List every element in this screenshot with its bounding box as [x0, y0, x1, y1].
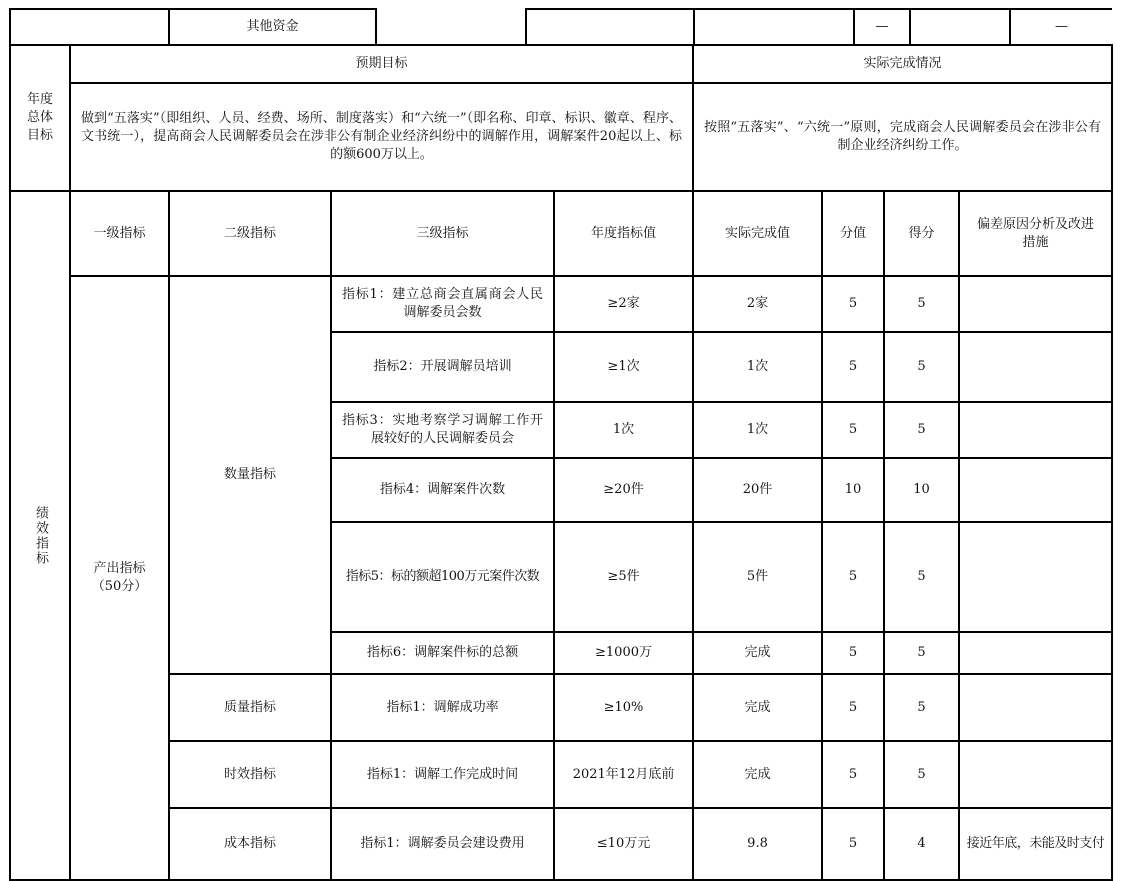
indicator-name: 指标1：建立总商会直属商会人民调解委员会数: [331, 276, 554, 332]
indicator-points: 5: [822, 402, 884, 458]
indicator-actual: 完成: [693, 632, 822, 674]
indicator-score: 10: [884, 458, 959, 522]
indicator-deviation: [959, 674, 1112, 741]
indicator-target: ≤10万元: [554, 808, 693, 880]
output-indicator-label: 产出指标 （50分）: [70, 276, 169, 880]
funding-blank-cell: [10, 9, 169, 45]
indicator-actual: 5件: [693, 522, 822, 632]
indicator-deviation: [959, 522, 1112, 632]
indicator-target: ≥1次: [554, 332, 693, 402]
indicator-score: 5: [884, 522, 959, 632]
indicator-points: 5: [822, 674, 884, 741]
indicator-actual: 完成: [693, 741, 822, 808]
header-deviation: 偏差原因分析及改进措施: [959, 191, 1112, 276]
header-level3: 三级指标: [331, 191, 554, 276]
header-level2: 二级指标: [169, 191, 331, 276]
performance-indicator-label: 绩效指标: [10, 191, 70, 880]
actual-completion-text: 按照“五落实”、“六统一”原则，完成商会人民调解委员会在涉非公有制企业经济纠纷工作。: [693, 83, 1112, 191]
indicator-actual: 1次: [693, 402, 822, 458]
indicator-score: 5: [884, 741, 959, 808]
timeliness-indicator-label: 时效指标: [169, 741, 331, 808]
indicator-target: 1次: [554, 402, 693, 458]
indicator-target: ≥1000万: [554, 632, 693, 674]
cost-indicator-label: 成本指标: [169, 808, 331, 880]
indicator-score: 5: [884, 402, 959, 458]
expected-goal-header: 预期目标: [70, 45, 693, 83]
indicator-points: 5: [822, 332, 884, 402]
expected-goal-text: 做到“五落实”（即组织、人员、经费、场所、制度落实）和“六统一”（即名称、印章、标识、徽章、程序、文书统一），提高商会人民调解委员会在涉非公有制企业经济纠纷中的调解作用，调解案件20起以上、标的额600万以上。: [70, 83, 693, 191]
indicator-points: 5: [822, 276, 884, 332]
header-actual: 实际完成值: [693, 191, 822, 276]
performance-goal-table: [9, 44, 1113, 881]
indicator-name: 指标5：标的额超100万元案件次数: [331, 522, 554, 632]
funding-source-label: 其他资金: [169, 9, 376, 45]
indicator-deviation: [959, 276, 1112, 332]
indicator-target: ≥5件: [554, 522, 693, 632]
funding-blank-cell: [526, 9, 694, 45]
funding-dash: —: [854, 9, 910, 45]
indicator-name: 指标1：调解工作完成时间: [331, 741, 554, 808]
indicator-name: 指标3：实地考察学习调解工作开展较好的人民调解委员会: [331, 402, 554, 458]
indicator-name: 指标1：调解成功率: [331, 674, 554, 741]
indicator-score: 5: [884, 674, 959, 741]
indicator-actual: 9.8: [693, 808, 822, 880]
indicator-deviation: [959, 458, 1112, 522]
indicator-name: 指标4：调解案件次数: [331, 458, 554, 522]
funding-blank-cell: [376, 9, 526, 45]
indicator-target: ≥2家: [554, 276, 693, 332]
funding-blank-cell: [694, 9, 854, 45]
header-level1: 一级指标: [70, 191, 169, 276]
indicator-deviation: [959, 632, 1112, 674]
indicator-target: ≥20件: [554, 458, 693, 522]
indicator-points: 5: [822, 522, 884, 632]
indicator-name: 指标2：开展调解员培训: [331, 332, 554, 402]
indicator-deviation: 接近年底，未能及时支付: [959, 808, 1112, 880]
funding-blank-cell: [910, 9, 1010, 45]
indicator-score: 5: [884, 632, 959, 674]
indicator-deviation: [959, 741, 1112, 808]
indicator-target: 2021年12月底前: [554, 741, 693, 808]
annual-goal-label: 年度 总体 目标: [10, 45, 70, 191]
indicator-points: 5: [822, 632, 884, 674]
indicator-actual: 2家: [693, 276, 822, 332]
header-points: 分值: [822, 191, 884, 276]
indicator-deviation: [959, 332, 1112, 402]
indicator-deviation: [959, 402, 1112, 458]
indicator-target: ≥10%: [554, 674, 693, 741]
funding-dash: —: [1010, 9, 1112, 45]
quantity-indicator-label: 数量指标: [169, 276, 331, 674]
indicator-points: 5: [822, 808, 884, 880]
indicator-points: 10: [822, 458, 884, 522]
quality-indicator-label: 质量指标: [169, 674, 331, 741]
actual-completion-header: 实际完成情况: [693, 45, 1112, 83]
header-score: 得分: [884, 191, 959, 276]
indicator-score: 4: [884, 808, 959, 880]
indicator-name: 指标1：调解委员会建设费用: [331, 808, 554, 880]
indicator-name: 指标6：调解案件标的总额: [331, 632, 554, 674]
header-target: 年度指标值: [554, 191, 693, 276]
indicator-actual: 20件: [693, 458, 822, 522]
indicator-actual: 1次: [693, 332, 822, 402]
indicator-actual: 完成: [693, 674, 822, 741]
funding-row: [9, 8, 1112, 46]
indicator-score: 5: [884, 332, 959, 402]
indicator-score: 5: [884, 276, 959, 332]
indicator-points: 5: [822, 741, 884, 808]
